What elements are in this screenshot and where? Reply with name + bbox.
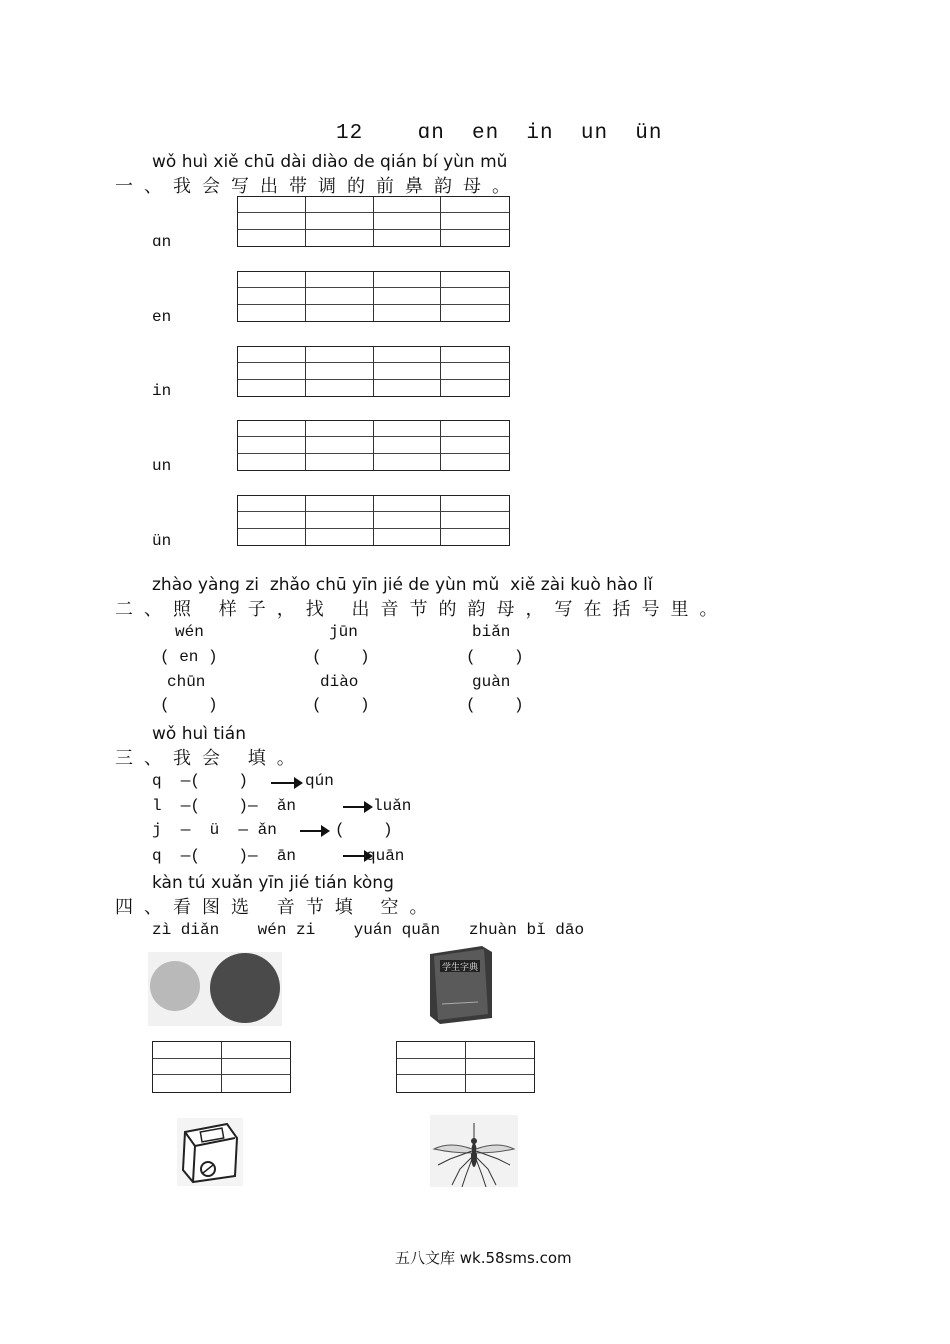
writing-grid-un[interactable] xyxy=(237,420,510,471)
syllable-wen: wén xyxy=(175,623,204,641)
spell-result-2: luǎn xyxy=(373,797,412,815)
syllable-guan: guàn xyxy=(472,673,511,691)
answer-bian[interactable]: ( ) xyxy=(466,648,524,666)
spell-result-3[interactable]: ( ) xyxy=(335,821,393,839)
arrow-icon xyxy=(343,806,371,808)
writing-grid-yun[interactable] xyxy=(237,495,510,546)
syllable-chun: chūn xyxy=(167,673,206,691)
mosquito-picture xyxy=(430,1115,518,1187)
answer-chun[interactable]: ( ) xyxy=(160,696,218,714)
writing-grid-an[interactable] xyxy=(237,196,510,247)
spell-line-2: l —( )— ǎn xyxy=(152,797,297,815)
section4-pinyin: kàn tú xuǎn yīn jié tián kòng xyxy=(152,873,394,893)
answer-diao[interactable]: ( ) xyxy=(312,696,370,714)
section1-heading: 一、我会写出带调的前鼻韵母。 xyxy=(115,176,521,197)
answer-wen: ( en ) xyxy=(160,648,218,666)
circles-picture xyxy=(148,952,282,1026)
footer-watermark: 五八文库 wk.58sms.com xyxy=(395,1249,572,1267)
section3-pinyin: wǒ huì tián xyxy=(152,724,246,744)
arrow-icon xyxy=(271,782,301,784)
section4-heading: 四、看图选 音节填 空。 xyxy=(115,897,439,918)
answer-guan[interactable]: ( ) xyxy=(466,696,524,714)
syllable-diao: diào xyxy=(320,673,359,691)
section2-heading: 二、照 样子，找 出音节的韵母，写在括号里。 xyxy=(115,599,729,620)
spell-line-1: q —( ) xyxy=(152,772,249,790)
dictionary-cover-text: 学生字典 xyxy=(441,963,479,973)
answer-grid-dictionary[interactable] xyxy=(396,1041,535,1093)
section3-heading: 三、我会 填。 xyxy=(115,748,306,769)
pencil-sharpener-picture xyxy=(177,1118,243,1186)
section2-pinyin: zhào yàng zi zhǎo chū yīn jié de yùn mǔ xiě zài kuò hào lǐ xyxy=(152,575,653,595)
dictionary-picture xyxy=(426,944,496,1026)
spell-result-1: qún xyxy=(305,772,334,790)
writing-grid-in[interactable] xyxy=(237,346,510,397)
row-label-en: en xyxy=(152,308,172,326)
syllable-jun: jūn xyxy=(329,623,358,641)
row-label-yun: ün xyxy=(152,532,172,550)
row-label-un: un xyxy=(152,457,172,475)
answer-grid-circles[interactable] xyxy=(152,1041,291,1093)
spell-line-4: q —( )— ān xyxy=(152,847,297,865)
spell-line-3: j — ü — ǎn xyxy=(152,821,277,839)
arrow-icon xyxy=(300,830,328,832)
syllable-bian: biǎn xyxy=(472,623,511,641)
writing-grid-en[interactable] xyxy=(237,271,510,322)
row-label-in: in xyxy=(152,382,172,400)
spell-result-4: quān xyxy=(366,847,405,865)
section1-pinyin: wǒ huì xiě chū dài diào de qián bí yùn mǔ xyxy=(152,152,508,172)
page-title: 12 ɑn en in un ün xyxy=(336,122,663,145)
row-label-an: ɑn xyxy=(152,233,172,251)
answer-jun[interactable]: ( ) xyxy=(312,648,370,666)
word-options: zì diǎn wén zi yuán quān zhuàn bǐ dāo xyxy=(152,921,585,939)
